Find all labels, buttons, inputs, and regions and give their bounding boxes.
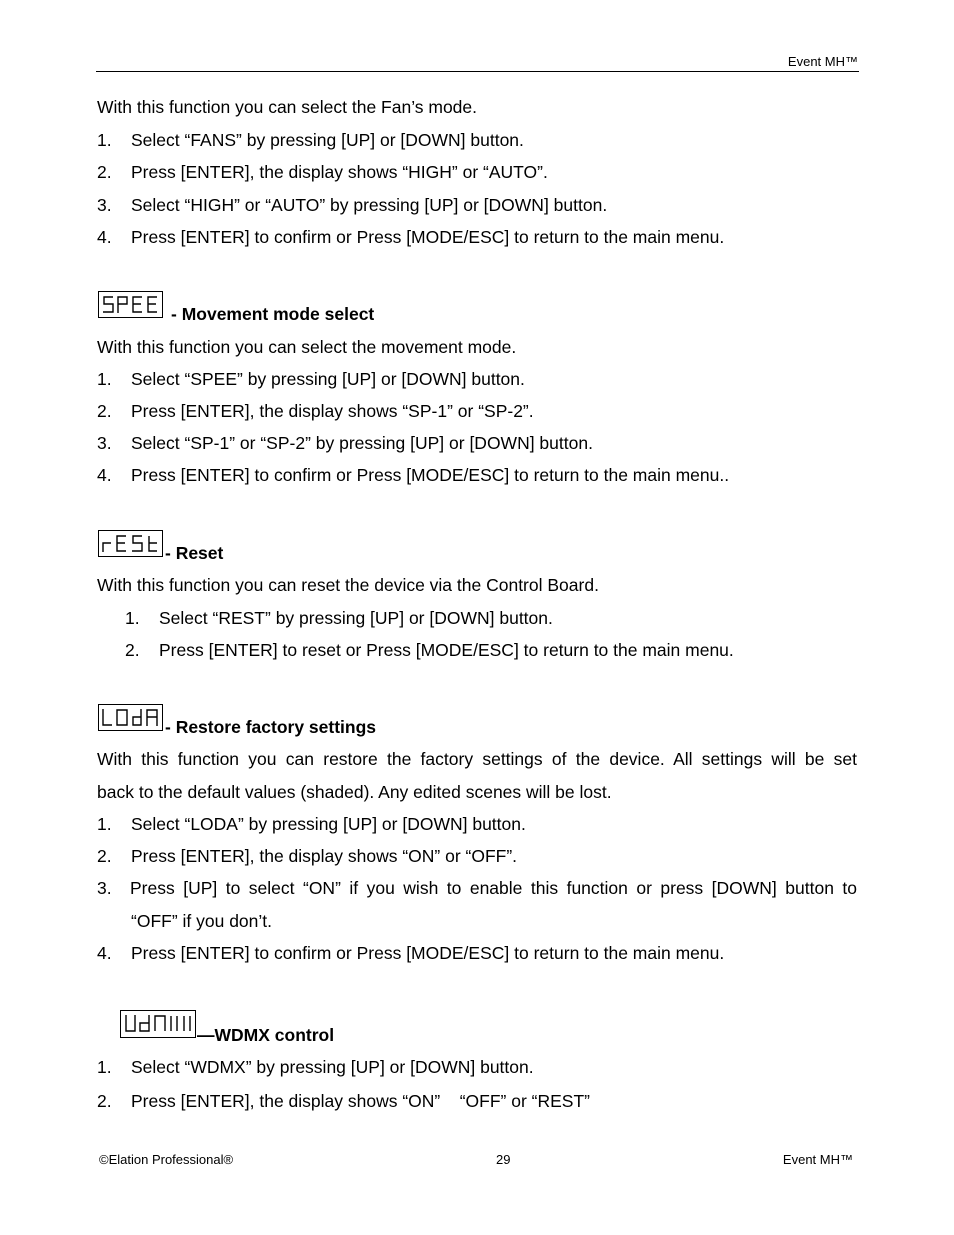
list-text: Press [ENTER] to confirm or Press [MODE/ESC] to return to the main menu. — [131, 943, 725, 963]
reset-intro: With this function you can reset the device via the Control Board. — [97, 575, 599, 595]
list-text: Select “REST” by pressing [UP] or [DOWN] button. — [159, 608, 553, 628]
list-text: Select “SP-1” or “SP-2” by pressing [UP] or [DOWN] button. — [131, 433, 593, 453]
list-number: 1. — [97, 814, 112, 834]
list-text: Press [ENTER], the display shows “ON” or “OFF”. — [131, 846, 518, 866]
list-text: Select “SPEE” by pressing [UP] or [DOWN] button. — [131, 369, 525, 389]
list-text: Press [ENTER], the display shows “SP-1” or “SP-2”. — [131, 401, 534, 421]
list-text: Press [ENTER], the display shows “ON” “OFF” or “REST” — [131, 1091, 590, 1111]
lcd-display-rest — [98, 530, 163, 557]
list-text: Press [ENTER], the display shows “HIGH” or “AUTO”. — [131, 162, 548, 182]
list-text: Press [ENTER] to confirm or Press [MODE/ESC] to return to the main menu. — [131, 227, 725, 247]
speed-intro: With this function you can select the movement mode. — [97, 337, 517, 357]
restore-intro-line1: With this function you can restore the factory settings of the device. All settings will be set — [97, 749, 857, 769]
lcd-display-wdmx — [120, 1010, 196, 1038]
list-text: Select “WDMX” by pressing [UP] or [DOWN] button. — [131, 1057, 534, 1077]
list-number: 2. — [97, 846, 112, 866]
list-text: Select “LODA” by pressing [UP] or [DOWN] button. — [131, 814, 526, 834]
list-text: Press [ENTER] to reset or Press [MODE/ESC] to return to the main menu. — [159, 640, 734, 660]
list-number: 2. — [125, 640, 140, 660]
header-rule — [96, 71, 859, 72]
list-number: 3. — [97, 195, 112, 215]
lcd-display-loda — [98, 704, 163, 731]
fans-intro: With this function you can select the Fan’s mode. — [97, 97, 478, 117]
list-number: 1. — [97, 130, 112, 150]
list-number: 3. — [97, 433, 112, 453]
list-number: 1. — [97, 1057, 112, 1077]
list-text-continuation: “OFF” if you don’t. — [131, 911, 273, 931]
list-number: 4. — [97, 943, 112, 963]
list-number: 2. — [97, 162, 112, 182]
list-number: 1. — [125, 608, 140, 628]
header-title: Event MH™ — [787, 54, 858, 69]
wdmx-heading: —WDMX control — [197, 1025, 335, 1045]
list-number: 3. — [97, 878, 112, 898]
reset-heading: - Reset — [165, 543, 224, 563]
list-number: 4. — [97, 465, 112, 485]
list-text: Press [UP] to select “ON” if you wish to enable this function or press [DOWN] button to — [130, 878, 857, 898]
speed-heading: - Movement mode select — [171, 304, 375, 324]
lcd-display-spee — [98, 291, 163, 318]
footer-copyright: ©Elation Professional® — [99, 1152, 234, 1167]
list-number: 1. — [97, 369, 112, 389]
restore-heading: - Restore factory settings — [165, 717, 377, 737]
list-number: 2. — [97, 401, 112, 421]
list-text: Select “HIGH” or “AUTO” by pressing [UP] or [DOWN] button. — [131, 195, 608, 215]
list-number: 2. — [97, 1091, 112, 1111]
footer-page-number: 29 — [496, 1152, 511, 1167]
footer-title: Event MH™ — [782, 1152, 853, 1167]
list-text: Press [ENTER] to confirm or Press [MODE/ESC] to return to the main menu.. — [131, 465, 730, 485]
restore-intro-line2: back to the default values (shaded). Any edited scenes will be lost. — [97, 782, 612, 802]
list-text: Select “FANS” by pressing [UP] or [DOWN] button. — [131, 130, 524, 150]
list-number: 4. — [97, 227, 112, 247]
